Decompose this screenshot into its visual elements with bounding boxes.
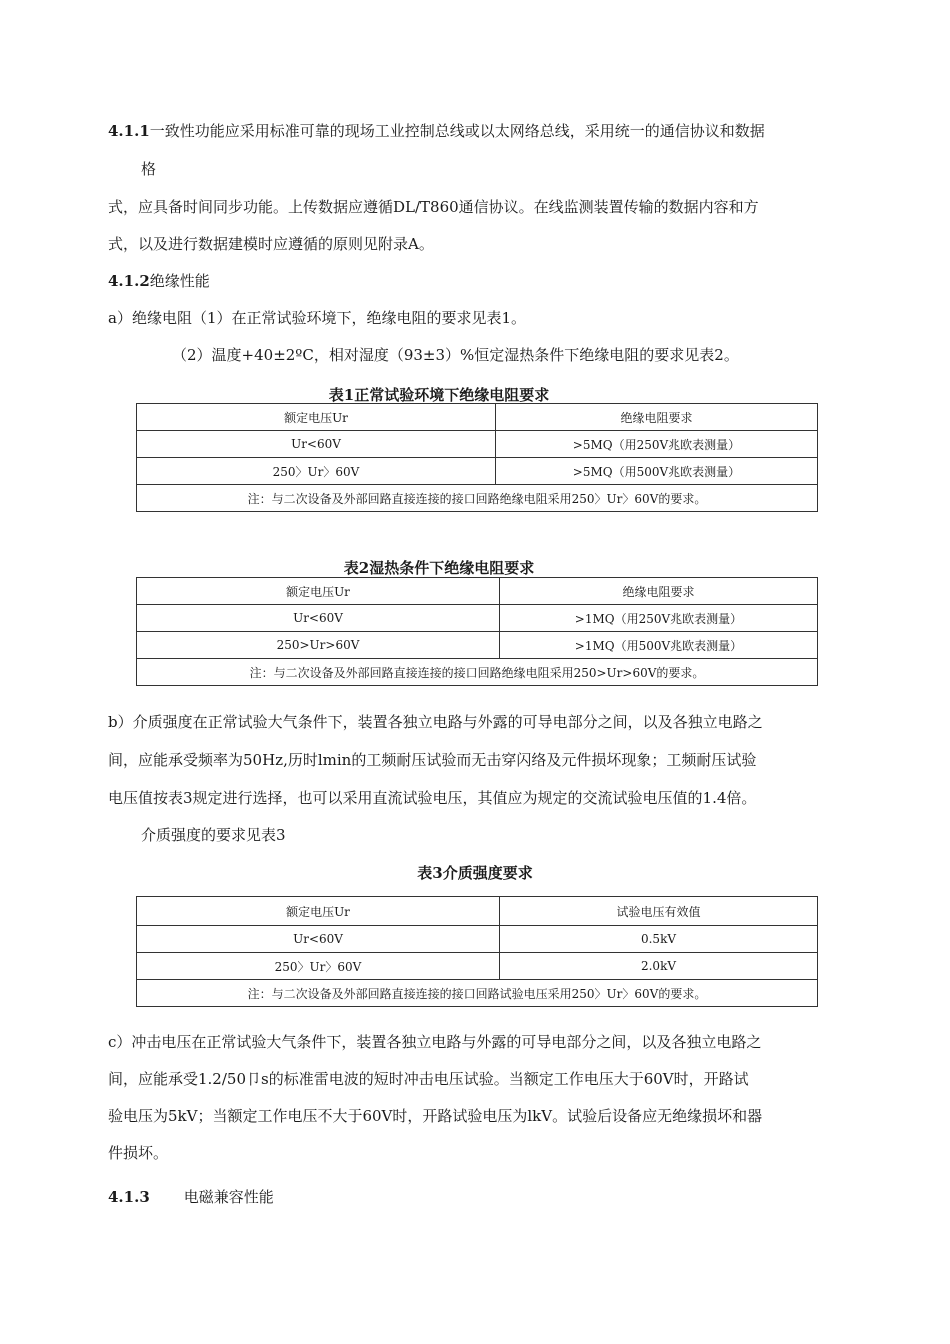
table-header-cell: 绝缘电阻要求 xyxy=(500,578,818,605)
table-cell: Ur<60V xyxy=(137,431,496,458)
table-cell: >1MQ（用250V兆欧表测量） xyxy=(500,605,818,632)
impulse-voltage-line1: c）冲击电压在正常试验大气条件下，装置各独立电路与外露的可导电部分之间，以及各独立电路之 xyxy=(108,1033,762,1051)
table-note: 注：与二次设备及外部回路直接连接的接口回路绝缘电阻采用250>Ur>60V的要求。 xyxy=(137,659,818,686)
section-4-1-1-line4: 式，以及进行数据建模时应遵循的原则见附录A。 xyxy=(108,235,434,253)
table3 xyxy=(136,896,818,1007)
section-number: 4.1.3 xyxy=(108,1188,150,1206)
table-note-row xyxy=(137,485,818,512)
section-4-1-1-line2: 格 xyxy=(141,160,157,178)
table-cell: 250>Ur>60V xyxy=(137,632,500,659)
table3-caption: 表3介质强度要求 xyxy=(417,864,533,882)
table2 xyxy=(136,577,818,686)
table-cell: >5MQ（用500V兆欧表测量） xyxy=(496,458,818,485)
table-header-cell: 额定电压Ur xyxy=(137,578,500,605)
table1 xyxy=(136,403,818,512)
table2-caption: 表2湿热条件下绝缘电阻要求 xyxy=(343,559,535,577)
table-row xyxy=(137,458,818,485)
table-cell: 250〉Ur〉60V xyxy=(137,458,496,485)
table-row xyxy=(137,953,818,980)
table-cell: Ur<60V xyxy=(137,605,500,632)
table-header-row xyxy=(137,578,818,605)
impulse-voltage-line2: 间，应能承受1.2/50卩s的标准雷电波的短时冲击电压试验。当额定工作电压大于60V时，开路试 xyxy=(108,1070,749,1088)
section-number: 4.1.1 xyxy=(108,122,150,140)
table-note-row xyxy=(137,980,818,1007)
table-cell: >1MQ（用500V兆欧表测量） xyxy=(500,632,818,659)
table-row xyxy=(137,431,818,458)
table-header-row xyxy=(137,897,818,926)
dielectric-strength-line2: 间，应能承受频率为50Hz,历时lmin的工频耐压试验而无击穿闪络及元件损坏现象；工频耐压试验 xyxy=(108,751,757,769)
table-header-cell: 绝缘电阻要求 xyxy=(496,404,818,431)
dielectric-strength-line3: 电压值按表3规定进行选择，也可以采用直流试验电压，其值应为规定的交流试验电压值的1.4倍。 xyxy=(108,789,757,807)
table-row xyxy=(137,632,818,659)
humid-condition-text: （2）温度+40±2ºC，相对湿度（93±3）%恒定湿热条件下绝缘电阻的要求见表2。 xyxy=(172,346,739,364)
table-cell: 0.5kV xyxy=(500,926,818,953)
dielectric-strength-line4: 介质强度的要求见表3 xyxy=(141,826,286,844)
table-cell: 2.0kV xyxy=(500,953,818,980)
section-title: 绝缘性能 xyxy=(149,272,210,290)
table-note-row xyxy=(137,659,818,686)
table-row xyxy=(137,605,818,632)
table1-caption: 表1正常试验环境下绝缘电阻要求 xyxy=(328,386,550,404)
insulation-resistance-text: a）绝缘电阻（1）在正常试验环境下，绝缘电阻的要求见表1。 xyxy=(108,309,527,327)
section-4-1-1-line3: 式，应具备时间同步功能。上传数据应遵循DL/T860通信协议。在线监测装置传输的数据内容和方 xyxy=(108,198,759,216)
table-cell: Ur<60V xyxy=(137,926,500,953)
table-header-cell: 额定电压Ur xyxy=(137,897,500,926)
section-number: 4.1.2 xyxy=(108,272,150,290)
impulse-voltage-line3: 验电压为5kV；当额定工作电压不大于60V时，开路试验电压为lkV。试验后设备应无绝缘损坏和器 xyxy=(108,1107,763,1125)
table-cell: >5MQ（用250V兆欧表测量） xyxy=(496,431,818,458)
table-row xyxy=(137,926,818,953)
section-4-1-1-line1: 4.1.1一致性功能应采用标准可靠的现场工业控制总线或以太网络总线，采用统一的通信协议和数据 xyxy=(108,122,765,140)
dielectric-strength-line1: b）介质强度在正常试验大气条件下，装置各独立电路与外露的可导电部分之间，以及各独立电路之 xyxy=(108,713,763,731)
table-note: 注：与二次设备及外部回路直接连接的接口回路试验电压采用250〉Ur〉60V的要求。 xyxy=(137,980,818,1007)
table-note: 注：与二次设备及外部回路直接连接的接口回路绝缘电阻采用250〉Ur〉60V的要求。 xyxy=(137,485,818,512)
table-header-cell: 额定电压Ur xyxy=(137,404,496,431)
section-title: 电磁兼容性能 xyxy=(183,1188,274,1206)
impulse-voltage-line4: 件损坏。 xyxy=(108,1144,169,1162)
section-4-1-2-heading xyxy=(108,271,210,291)
table-cell: 250〉Ur〉60V xyxy=(137,953,500,980)
section-4-1-3-heading xyxy=(108,1187,274,1207)
table-header-row xyxy=(137,404,818,431)
table-header-cell: 试验电压有效值 xyxy=(500,897,818,926)
